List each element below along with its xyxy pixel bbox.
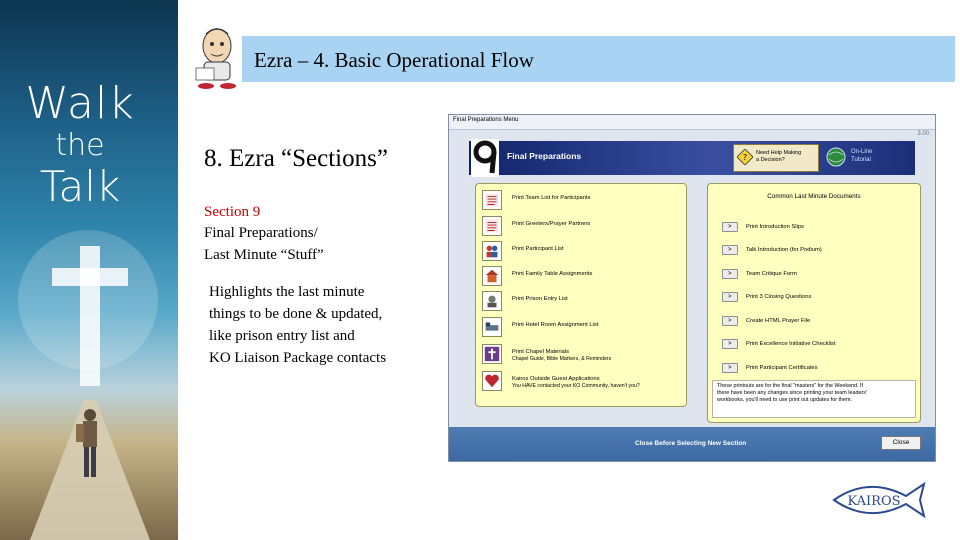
row-label: Print 3 Closing Questions: [746, 294, 812, 300]
tutorial-line-1: On-Line: [851, 149, 873, 155]
help-line-1: Need Help Making: [756, 150, 802, 156]
item-label: Print Hotel Room Assignment List: [512, 322, 599, 328]
section-number: Section 9: [204, 204, 261, 220]
header-title: Final Preparations: [507, 151, 582, 161]
footer-instruction: Close Before Selecting New Section: [635, 440, 747, 447]
go-button-glyph: >: [728, 365, 732, 371]
svg-text:?: ?: [742, 153, 748, 162]
note-line-3: workbooks, you'll need to use print out updates for them.: [717, 397, 852, 403]
note-line-1: These printouts are for the final "masters" for the Weekend. If: [717, 383, 864, 389]
go-button[interactable]: [722, 222, 738, 232]
print-options-panel: [475, 183, 687, 407]
row-label: Talk Introduction (for Podium): [746, 247, 822, 253]
item-label: Print Team List for Participants: [512, 195, 591, 201]
question-sign-icon: [737, 149, 753, 165]
close-button[interactable]: Close: [881, 436, 921, 450]
go-button-glyph: >: [728, 341, 732, 347]
go-button[interactable]: [722, 316, 738, 326]
go-button-glyph: >: [728, 271, 732, 277]
window-titlebar: [449, 115, 935, 130]
cross-vertical: [80, 246, 100, 386]
body-line-1: Highlights the last minute: [209, 284, 365, 300]
note-line-2: there have been any changes since printing your team leaders': [717, 390, 867, 396]
item-label: Print Chapel Materials: [512, 349, 570, 355]
help-text: [756, 150, 801, 164]
mascot-illustration: [186, 22, 248, 92]
item-label: Print Greeters/Prayer Partners: [512, 221, 591, 227]
section-subtitle-line1: Final Preparations/: [204, 225, 318, 241]
final-preparations-window: [448, 114, 936, 462]
slide-title-bar: [242, 36, 955, 82]
version-label: 3.00: [917, 131, 929, 137]
section-nine-logo: [471, 139, 499, 177]
help-decision-button[interactable]: [733, 144, 819, 172]
row-label: Create HTML Prayer File: [746, 318, 811, 324]
go-button[interactable]: [722, 339, 738, 349]
row-label: Print Participant Certificates: [746, 365, 818, 371]
common-documents-heading: Common Last Minute Documents: [767, 193, 861, 200]
help-line-2: a Decision?: [756, 157, 785, 163]
tutorial-globe-icon[interactable]: [825, 145, 847, 169]
row-label: Team Critique Form: [746, 271, 797, 277]
cross-horizontal: [52, 268, 128, 286]
row-label: Print Introduction Slips: [746, 224, 804, 230]
walk-the-talk-banner: [0, 0, 178, 540]
body-line-4: KO Liaison Package contacts: [209, 350, 387, 366]
section-subtitle-line2: Last Minute “Stuff”: [204, 247, 324, 263]
team-list-icon: [482, 190, 502, 210]
go-button-glyph: >: [728, 318, 732, 324]
kairos-logo-text: KAIROS: [847, 494, 901, 509]
tutorial-line-2: Tutorial: [851, 157, 871, 163]
window-footer: [449, 427, 935, 461]
row-label: Print Excellence Initiative Checklist: [746, 341, 836, 347]
heart-icon: [482, 371, 502, 391]
item-label: Kairos Outside Guest Applications: [512, 376, 600, 382]
section-heading: 8. Ezra “Sections”: [204, 145, 388, 172]
greeters-list-icon: [482, 216, 502, 236]
window-header-banner: [469, 141, 915, 175]
prison-entry-icon: [482, 291, 502, 311]
go-button[interactable]: [722, 363, 738, 373]
item-label: Print Participant List: [512, 246, 564, 252]
item-label: Print Family Table Assignments: [512, 271, 593, 277]
go-button[interactable]: [722, 292, 738, 302]
online-tutorial-link[interactable]: [851, 148, 872, 164]
go-button-glyph: >: [728, 224, 732, 230]
printouts-note: [712, 380, 916, 418]
banner-word-talk: Talk: [39, 162, 121, 211]
window-title: Final Preparations Menu: [453, 117, 519, 123]
banner-word-walk: Walk: [25, 78, 135, 129]
body-line-3: like prison entry list and: [209, 328, 355, 344]
family-table-icon: [482, 266, 502, 286]
item-sublabel: You HAVE contacted your KO Community, haven't you?: [512, 383, 640, 389]
kairos-logo: [828, 478, 932, 522]
go-button[interactable]: [722, 245, 738, 255]
chapel-materials-icon: [482, 344, 502, 364]
go-button-glyph: >: [728, 247, 732, 253]
common-documents-panel: [707, 183, 921, 423]
body-line-2: things to be done & updated,: [209, 306, 383, 322]
go-button-glyph: >: [728, 294, 732, 300]
item-sublabel: Chapel Guide, Bible Markers, & Reminders: [512, 356, 612, 362]
item-label: Print Prison Entry List: [512, 296, 568, 302]
participants-icon: [482, 241, 502, 261]
go-button[interactable]: [722, 269, 738, 279]
hotel-room-icon: [482, 317, 502, 337]
slide-title: Ezra – 4. Basic Operational Flow: [254, 48, 534, 72]
banner-word-the: the: [55, 128, 105, 163]
